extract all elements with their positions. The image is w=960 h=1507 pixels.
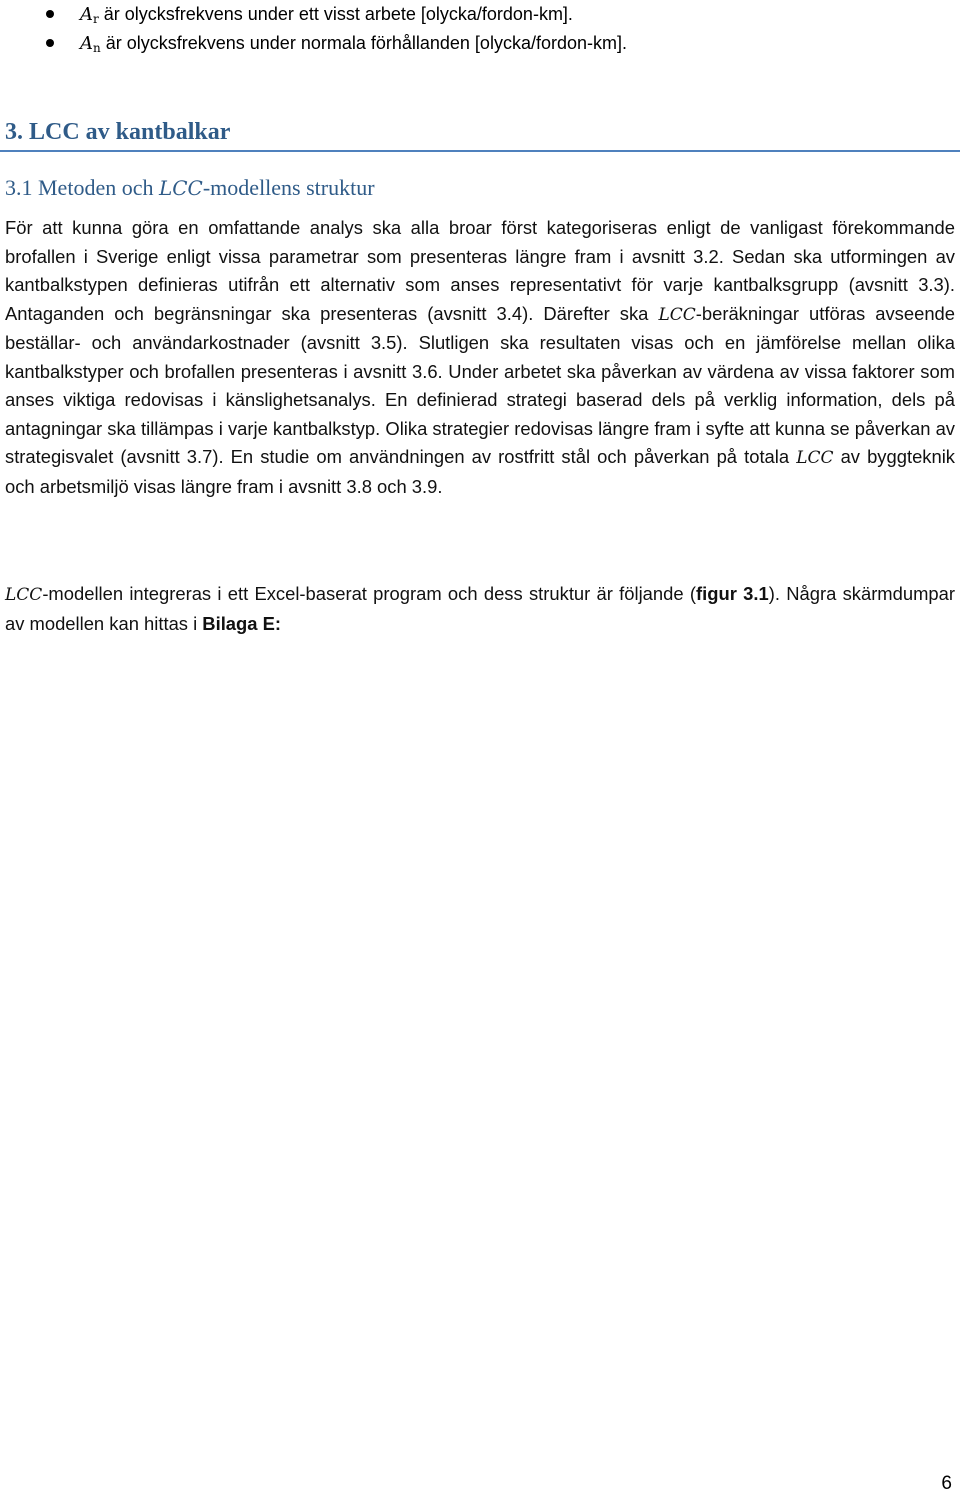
bullet-dot-icon (46, 10, 54, 18)
section-heading: 3. LCC av kantbalkar (5, 119, 231, 145)
math-symbol: $A_r$ (80, 4, 99, 26)
bullet-text: är olycksfrekvens under ett visst arbete [olycka/fordon-km]. (98, 4, 573, 24)
math-symbol: $A_n$ (80, 33, 101, 55)
lcc-math: LCC (5, 585, 43, 605)
bullet-text: är olycksfrekvens under normala förhållanden [olycka/fordon-km]. (100, 33, 627, 53)
lcc-math: LCC (658, 304, 696, 325)
subsection-heading: 3.1 Metoden och LCC-modellens struktur (5, 175, 375, 200)
body-paragraph: För att kunna göra en omfattande analys ska alla broar först kategoriseras enligt de vanligast förekommande brofallen i Sverige enligt vissa parametrar som presenteras längre fram i avsnitt 3.2. Sedan ska utformingen av kantbalkstypen definieras utifrån ett alternativ som anses representativt för varje kantbalksgrupp (avsnitt 3.3). Antaganden och begränsningar ska presenteras (avsnitt 3.4). Därefter ska LCC-beräkningar utföras avseende beställar- och användarkostnader (avsnitt 3.5). Slutligen ska resultaten visas och en jämförelse mellan olika kantbalkstyper och brofallen presenteras i avsnitt 3.6. Under arbetet ska påverkan av värdena av vissa faktorer som anses viktiga redovisas i känslighetsanalys. En definierad strategi baserad dels på verklig information, dels på antagningar ska tillämpas i varje kantbalkstyp. Olika strategier redovisas längre fram i syfte att kunna se påverkan av strategisvalet (avsnitt 3.7). En studie om användningen av rostfritt stål och påverkan på totala LCC av byggteknik och arbetsmiljö visas längre fram i avsnitt 3.8 och 3.9. (5, 217, 956, 497)
bullet-dot-icon (46, 39, 54, 47)
appendix-reference: Bilaga E: (202, 612, 281, 634)
bullet-item (0, 1, 960, 27)
heading-underline (0, 150, 960, 152)
page-number: 6 (941, 1473, 952, 1494)
lcc-math: LCC (158, 176, 203, 200)
body-paragraph: LCC-modellen integreras i ett Excel-baserat program och dess struktur är följande (figur 3.1). Några skärmdumpar av modellen kan hittas i Bilaga E: (5, 583, 955, 634)
bullet-item (0, 30, 960, 56)
lcc-math: LCC (796, 448, 834, 468)
figure-reference: figur 3.1 (696, 583, 769, 604)
